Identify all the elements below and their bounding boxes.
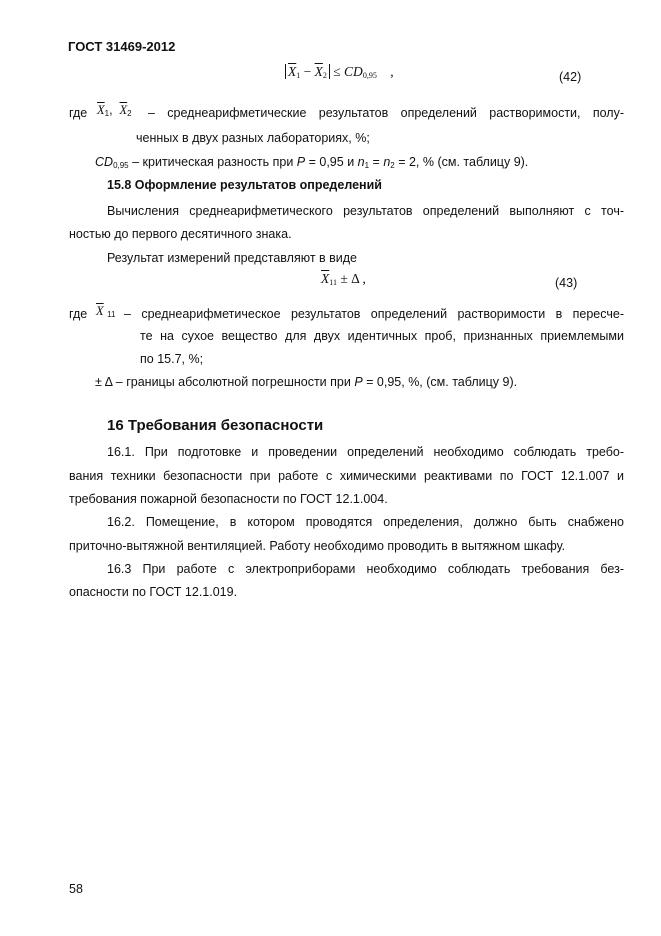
section-15-8-p1-line2: ностью до первого десятичного знака. <box>69 227 292 241</box>
section-16-3-line1: 16.3 При работе с электроприборами необходимо соблюдать требования без- <box>107 562 624 576</box>
section-15-8-heading: 15.8 Оформление результатов определений <box>107 178 382 192</box>
where-42-line2: ченных в двух разных лабораториях, %; <box>136 131 370 145</box>
where-42-variables: $\overline{X}_1$, $\overline{X}_2$ <box>97 103 132 118</box>
where-43-line2: те на сухое вещество для двух идентичных проб, признанных приемлемыми <box>140 329 624 343</box>
section-16-2-line2: приточно-вытяжной вентиляцией. Работу необходимо проводить в вытяжном шкафу. <box>69 539 566 553</box>
section-16-heading: 16 Требования безопасности <box>107 417 324 434</box>
section-15-8-p1-line1: Вычисления среднеарифметического результатов определений выполняют с точ- <box>107 204 624 218</box>
section-15-8-p2: Результат измерений представляют в виде <box>107 251 357 265</box>
where-43-line1: – среднеарифметическое результатов определений растворимости в пересче- <box>124 307 624 321</box>
where-label-43: где <box>69 307 88 321</box>
where-43-variable: $\overline{X}$ $_{11}$ <box>96 304 116 319</box>
section-16-1-line2: вания техники безопасности при работе с химическими реактивами по ГОСТ 12.1.007 и <box>69 469 624 483</box>
section-16-1-line3: требования пожарной безопасности по ГОСТ 12.1.004. <box>69 492 388 506</box>
absolute-value-expression: $\overline{X}_1 - \overline{X}_2$ <box>285 64 330 79</box>
document-header: ГОСТ 31469-2012 <box>68 39 176 54</box>
section-16-2-line1: 16.2. Помещение, в котором проводятся определения, должно быть снабжено <box>107 515 624 529</box>
section-16-1-line1: 16.1. При подготовке и проведении определений необходимо соблюдать требо- <box>107 445 624 459</box>
section-16-3-line2: опасности по ГОСТ 12.1.019. <box>69 585 238 599</box>
delta-definition: ± Δ – границы абсолютной погрешности при P = 0,95, %, (см. таблицу 9). <box>95 375 518 389</box>
equation-42: $\overline{X}_1 - \overline{X}_2 \le CD_{0,95}$ , <box>285 64 394 80</box>
where-43-line3: по 15.7, %; <box>140 352 204 366</box>
cd-definition: $CD_{0,95}$ – критическая разность при P = 0,95 и $n_1 = n_2 = 2$, % (см. таблицу 9). <box>95 155 529 170</box>
where-42-line1: – среднеарифметические результатов определений растворимости, полу- <box>148 106 624 120</box>
page-number: 58 <box>69 882 83 896</box>
equation-43-number: (43) <box>555 276 578 290</box>
equation-43: $\overline{X}_{11} \pm \Delta$ , <box>321 271 366 287</box>
equation-42-number: (42) <box>559 70 582 84</box>
where-label-42: где <box>69 106 88 120</box>
